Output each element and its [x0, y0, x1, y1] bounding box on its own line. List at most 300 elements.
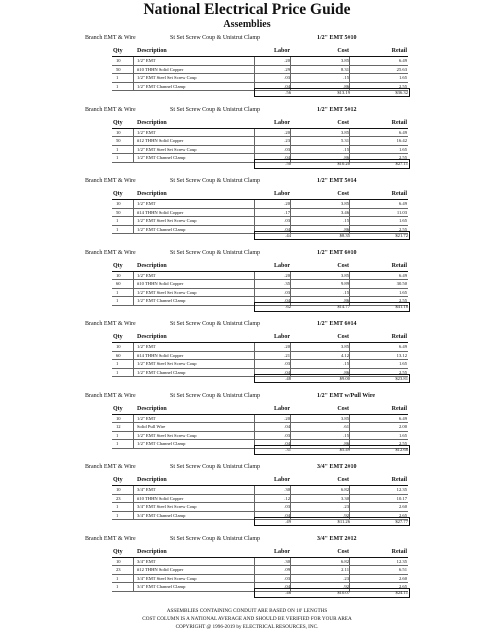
column-divider	[254, 200, 255, 208]
section-header	[0, 319, 494, 329]
table-row	[112, 289, 408, 298]
row-qty: 1	[116, 289, 119, 295]
col-cost-header: Cost	[337, 262, 349, 269]
col-qty-header: Qty	[113, 477, 123, 483]
row-cost: .15	[343, 75, 349, 81]
section-subcategory: St Set Screw Coup & Unistrut Clamp	[170, 35, 260, 41]
row-labor: .03	[284, 218, 290, 224]
table-row	[112, 217, 408, 226]
column-divider	[254, 129, 255, 137]
row-labor: .20	[284, 58, 290, 63]
row-labor: .30	[284, 558, 290, 564]
row-cost: 2.11	[341, 567, 349, 573]
column-divider	[254, 74, 255, 82]
section-category: Branch EMT & Wire	[85, 106, 136, 113]
table-row	[112, 423, 408, 432]
column-divider	[133, 272, 134, 280]
row-qty: 1	[116, 361, 119, 367]
row-qty: 10	[116, 487, 121, 492]
row-qty: 10	[116, 558, 121, 564]
column-divider	[133, 343, 134, 351]
column-divider	[290, 66, 291, 74]
row-description: 1/2" EMT	[137, 201, 156, 206]
row-qty: 50	[116, 209, 121, 215]
column-divider	[254, 289, 255, 297]
total-cost: $5.49	[339, 447, 350, 453]
table-row	[112, 575, 408, 584]
column-divider	[254, 352, 255, 360]
page-title: National Electrical Price Guide	[143, 1, 351, 18]
column-divider	[133, 566, 134, 574]
total-retail: $36.32	[395, 89, 408, 95]
row-labor: .04	[284, 155, 290, 161]
assembly-section	[0, 33, 494, 105]
column-divider	[349, 352, 350, 360]
column-divider	[133, 146, 134, 154]
column-divider	[349, 558, 350, 566]
row-labor: .03	[284, 289, 290, 295]
column-divider	[254, 137, 255, 145]
row-cost: 5.31	[340, 138, 349, 144]
col-retail-header: Retail	[391, 477, 407, 483]
table-row	[112, 432, 408, 441]
row-qty: 1	[116, 146, 119, 152]
row-cost: .86	[343, 83, 349, 89]
row-description: 1/2" EMT Channel Clamp	[137, 298, 186, 304]
row-qty: 1	[116, 75, 119, 81]
section-subcategory: St Set Screw Coup & Unistrut Clamp	[170, 464, 260, 470]
row-labor: .03	[284, 575, 290, 581]
assembly-section	[0, 248, 494, 320]
assembly-section	[0, 462, 494, 534]
total-labor: .50	[285, 161, 291, 167]
column-divider	[133, 83, 134, 91]
row-labor: .03	[284, 361, 290, 367]
column-divider	[349, 415, 350, 423]
row-labor: .04	[284, 441, 290, 447]
row-cost: .15	[343, 218, 349, 224]
column-divider	[349, 486, 350, 494]
col-qty-header: Qty	[113, 48, 123, 54]
section-category: Branch EMT & Wire	[85, 249, 136, 256]
table-row	[112, 272, 408, 281]
row-labor: .04	[284, 584, 290, 590]
row-cost: 6.82	[340, 558, 349, 564]
row-retail: 2.00	[398, 424, 407, 430]
total-retail: $21.72	[395, 232, 408, 238]
row-labor: .03	[284, 75, 290, 81]
column-divider	[133, 512, 134, 520]
row-retail: 6.49	[398, 272, 407, 278]
row-retail: 2.55	[398, 298, 407, 304]
row-retail: 6.51	[398, 567, 407, 573]
footer-line-3: COPYRIGHT @ 1996-2019 by ELECTRICAL RESOURCES, INC.	[175, 624, 319, 630]
row-qty: 12	[116, 424, 121, 430]
column-divider	[254, 566, 255, 574]
column-header	[0, 190, 494, 199]
row-cost: 4.12	[340, 352, 349, 358]
col-qty-header: Qty	[113, 191, 123, 197]
column-divider	[133, 209, 134, 217]
row-labor: .20	[284, 415, 290, 421]
row-retail: 2.55	[398, 155, 407, 161]
column-header	[0, 119, 494, 128]
items-table	[112, 271, 408, 310]
row-description: 3/4" EMT Channel Clamp	[137, 584, 186, 590]
col-labor-header: Labor	[273, 477, 290, 483]
row-cost: 3.85	[340, 58, 349, 63]
section-subcategory: St Set Screw Coup & Unistrut Clamp	[170, 321, 260, 327]
row-description: 1/2" EMT Steel Set Screw Coup	[137, 361, 197, 367]
column-divider	[349, 575, 350, 583]
table-row	[112, 200, 408, 209]
column-divider	[133, 137, 134, 145]
row-labor: .03	[284, 504, 290, 510]
row-labor: .20	[284, 344, 290, 349]
col-description-header: Description	[137, 405, 167, 412]
col-description-header: Description	[137, 477, 167, 483]
column-divider	[349, 137, 350, 145]
column-divider	[133, 352, 134, 360]
column-divider	[349, 146, 350, 154]
row-labor: .04	[284, 512, 290, 518]
assembly-section	[0, 391, 494, 463]
column-divider	[349, 280, 350, 288]
assembly-section	[0, 105, 494, 177]
row-qty: 10	[116, 272, 121, 278]
row-retail: 6.49	[398, 201, 407, 206]
row-description: 1/2" EMT Channel Clamp	[137, 83, 186, 89]
column-divider	[290, 415, 291, 423]
column-header	[0, 548, 494, 557]
col-labor-header: Labor	[273, 119, 290, 126]
col-cost-header: Cost	[337, 334, 349, 340]
row-cost: .15	[343, 432, 349, 438]
row-retail: 1.65	[398, 432, 407, 438]
total-cost: $10.20	[337, 161, 350, 167]
total-labor: .44	[285, 232, 291, 238]
items-table	[112, 414, 408, 453]
total-retail: $41.18	[395, 304, 408, 310]
col-labor-header: Labor	[273, 262, 290, 269]
row-retail: 2.65	[398, 512, 407, 518]
table-row	[112, 360, 408, 369]
column-divider	[133, 415, 134, 423]
column-divider	[133, 360, 134, 368]
row-labor: .04	[284, 226, 290, 232]
row-cost: 3.85	[340, 344, 349, 349]
table-row	[112, 558, 408, 567]
column-divider	[349, 360, 350, 368]
items-table	[112, 56, 408, 95]
row-qty: 60	[116, 352, 121, 358]
row-qty: 1	[116, 226, 119, 232]
section-header	[0, 534, 494, 544]
col-cost-header: Cost	[337, 48, 349, 54]
row-cost: .23	[343, 504, 349, 510]
assembly-section	[0, 319, 494, 391]
column-divider	[133, 66, 134, 74]
row-description: 1/2" EMT Steel Set Screw Coup	[137, 146, 197, 152]
total-retail: $24.11	[395, 590, 408, 596]
row-description: 1/2" EMT Steel Set Screw Coup	[137, 218, 197, 224]
section-category: Branch EMT & Wire	[85, 35, 136, 41]
column-divider	[254, 66, 255, 74]
items-table	[112, 199, 408, 238]
row-qty: 23	[116, 495, 121, 501]
section-title: 1/2" EMT w/Pull Wire	[317, 392, 376, 399]
column-divider	[254, 209, 255, 217]
column-divider	[349, 209, 350, 217]
row-description: 1/2" EMT	[137, 58, 156, 63]
items-table	[112, 128, 408, 167]
row-labor: .04	[284, 424, 290, 430]
row-cost: .23	[343, 575, 349, 581]
col-retail-header: Retail	[391, 548, 407, 555]
row-retail: 11.03	[396, 209, 407, 215]
section-title: 1/2" EMT 6#14	[317, 321, 357, 327]
column-divider	[254, 495, 255, 503]
total-labor: .48	[285, 375, 291, 381]
section-total	[254, 588, 410, 598]
row-cost: 8.31	[340, 66, 349, 72]
column-divider	[133, 423, 134, 431]
row-description: 1/2" EMT	[137, 344, 156, 349]
row-cost: .86	[343, 441, 349, 447]
total-cost: $10.07	[337, 590, 350, 596]
column-divider	[254, 558, 255, 566]
table-row	[112, 74, 408, 83]
column-divider	[290, 146, 291, 154]
section-category: Branch EMT & Wire	[85, 321, 136, 327]
section-total	[254, 445, 410, 455]
row-description: 1/2" EMT Channel Clamp	[137, 441, 186, 447]
row-labor: .17	[284, 209, 290, 215]
row-qty: 1	[116, 298, 119, 304]
row-description: Solid Pull Wire	[137, 424, 166, 430]
total-labor: .31	[285, 447, 291, 453]
row-retail: 1.65	[398, 289, 407, 295]
row-labor: .04	[284, 369, 290, 375]
row-cost: 3.30	[340, 495, 349, 501]
row-retail: 6.49	[398, 415, 407, 421]
row-description: #12 THHN Solid Copper	[137, 567, 184, 573]
column-divider	[254, 280, 255, 288]
table-row	[112, 280, 408, 289]
column-divider	[290, 57, 291, 65]
total-labor: .46	[285, 590, 291, 596]
row-labor: .20	[284, 201, 290, 206]
section-total	[254, 374, 410, 384]
column-divider	[133, 280, 134, 288]
column-divider	[349, 343, 350, 351]
table-row	[112, 66, 408, 75]
section-subcategory: St Set Screw Coup & Unistrut Clamp	[170, 178, 260, 184]
row-description: 1/2" EMT Steel Set Screw Coup	[137, 75, 197, 81]
column-divider	[290, 272, 291, 280]
assembly-section	[0, 534, 494, 606]
row-description: 1/2" EMT Channel Clamp	[137, 155, 186, 161]
column-divider	[254, 217, 255, 225]
row-qty: 10	[116, 344, 121, 349]
column-divider	[133, 200, 134, 208]
row-retail: 1.65	[398, 218, 407, 224]
row-cost: 3.85	[340, 129, 349, 135]
row-qty: 1	[116, 432, 119, 438]
column-divider	[133, 432, 134, 440]
row-description: 3/4" EMT Steel Set Screw Coup	[137, 504, 197, 510]
row-qty: 10	[116, 201, 121, 206]
total-retail: $27.77	[395, 518, 408, 524]
row-description: #14 THHN Solid Copper	[137, 352, 184, 358]
row-retail: 12.35	[396, 487, 407, 492]
row-qty: 10	[116, 58, 121, 63]
row-qty: 1	[116, 512, 119, 518]
table-row	[112, 352, 408, 361]
column-divider	[254, 57, 255, 65]
column-header	[0, 262, 494, 271]
column-divider	[133, 297, 134, 305]
row-qty: 1	[116, 575, 119, 581]
column-header	[0, 405, 494, 414]
column-divider	[254, 415, 255, 423]
column-divider	[290, 209, 291, 217]
column-divider	[349, 423, 350, 431]
row-cost: 3.46	[340, 209, 349, 215]
total-cost: $9.00	[339, 375, 350, 381]
table-row	[112, 566, 408, 575]
row-qty: 50	[116, 66, 121, 72]
row-description: #10 THHN Solid Copper	[137, 66, 184, 72]
items-table	[112, 485, 408, 524]
row-retail: 2.55	[398, 369, 407, 375]
table-row	[112, 57, 408, 66]
column-divider	[133, 495, 134, 503]
row-description: #10 THHN Solid Copper	[137, 495, 184, 501]
table-row	[112, 209, 408, 218]
row-retail: 30.50	[396, 281, 407, 287]
column-divider	[290, 558, 291, 566]
col-description-header: Description	[137, 334, 167, 340]
row-cost: .86	[343, 298, 349, 304]
section-subcategory: St Set Screw Coup & Unistrut Clamp	[170, 535, 260, 542]
row-description: 3/4" EMT	[137, 487, 156, 492]
col-qty-header: Qty	[113, 405, 123, 412]
column-divider	[349, 289, 350, 297]
row-labor: .20	[284, 272, 290, 278]
col-description-header: Description	[137, 548, 167, 555]
section-category: Branch EMT & Wire	[85, 392, 136, 399]
section-header	[0, 248, 494, 258]
column-divider	[133, 74, 134, 82]
row-qty: 1	[116, 441, 119, 447]
col-retail-header: Retail	[391, 119, 407, 126]
column-divider	[133, 217, 134, 225]
assembly-section	[0, 176, 494, 248]
col-retail-header: Retail	[391, 334, 407, 340]
column-header	[0, 47, 494, 56]
table-row	[112, 146, 408, 155]
col-description-header: Description	[137, 262, 167, 269]
section-total	[254, 88, 410, 98]
section-title: 1/2" EMT 6#10	[317, 249, 357, 256]
row-description: #12 THHN Solid Copper	[137, 138, 184, 144]
column-divider	[254, 486, 255, 494]
column-divider	[290, 343, 291, 351]
row-labor: .04	[284, 298, 290, 304]
section-title: 1/2" EMT 5#10	[317, 35, 357, 41]
row-cost: .86	[343, 155, 349, 161]
col-retail-header: Retail	[391, 191, 407, 197]
assembly-sections	[0, 33, 494, 605]
table-row	[112, 343, 408, 352]
col-retail-header: Retail	[391, 48, 407, 54]
column-divider	[254, 272, 255, 280]
section-total	[254, 517, 410, 527]
row-retail: 13.12	[396, 352, 407, 358]
column-divider	[349, 129, 350, 137]
column-divider	[290, 352, 291, 360]
total-retail: $12.68	[395, 447, 408, 453]
column-divider	[290, 200, 291, 208]
row-retail: 12.35	[396, 558, 407, 564]
items-table	[112, 342, 408, 381]
column-divider	[254, 146, 255, 154]
col-qty-header: Qty	[113, 548, 123, 555]
column-divider	[290, 566, 291, 574]
row-labor: .30	[284, 487, 290, 492]
section-header	[0, 391, 494, 401]
row-labor: .03	[284, 146, 290, 152]
total-retail: $27.11	[395, 161, 408, 167]
row-qty: 1	[116, 369, 119, 375]
table-row	[112, 503, 408, 512]
row-qty: 50	[116, 138, 121, 144]
column-divider	[349, 432, 350, 440]
row-labor: .12	[284, 495, 290, 501]
footer-line-2: COST COLUMN IS A NATIONAL AVERAGE AND SHOULD BE VERIFIED FOR YOUR AREA	[142, 616, 352, 622]
total-retail: $23.81	[395, 375, 408, 381]
section-total	[254, 302, 410, 312]
total-cost: $8.35	[339, 232, 350, 238]
column-divider	[290, 289, 291, 297]
section-title: 3/4" EMT 2#12	[317, 535, 357, 542]
column-divider	[133, 57, 134, 65]
section-title: 1/2" EMT 5#12	[317, 106, 357, 113]
row-cost: .15	[343, 146, 349, 152]
footer-line-1: ASSEMBLIES CONTAINING CONDUIT ARE BASED ON 10' LENGTHS	[166, 608, 328, 614]
row-labor: .29	[284, 66, 290, 72]
column-divider	[133, 583, 134, 591]
col-cost-header: Cost	[337, 477, 349, 483]
row-cost: .92	[343, 512, 349, 518]
column-divider	[349, 66, 350, 74]
column-divider	[349, 74, 350, 82]
total-cost: $13.19	[337, 89, 350, 95]
row-qty: 23	[116, 567, 121, 573]
section-header	[0, 176, 494, 186]
column-divider	[290, 432, 291, 440]
column-divider	[254, 432, 255, 440]
row-description: 1/2" EMT Channel Clamp	[137, 226, 186, 232]
section-subcategory: St Set Screw Coup & Unistrut Clamp	[170, 249, 260, 256]
row-retail: 16.42	[396, 138, 407, 144]
items-table	[112, 557, 408, 596]
column-divider	[133, 440, 134, 448]
table-row	[112, 495, 408, 504]
section-title: 1/2" EMT 5#14	[317, 178, 357, 184]
row-description: 1/2" EMT	[137, 272, 156, 278]
